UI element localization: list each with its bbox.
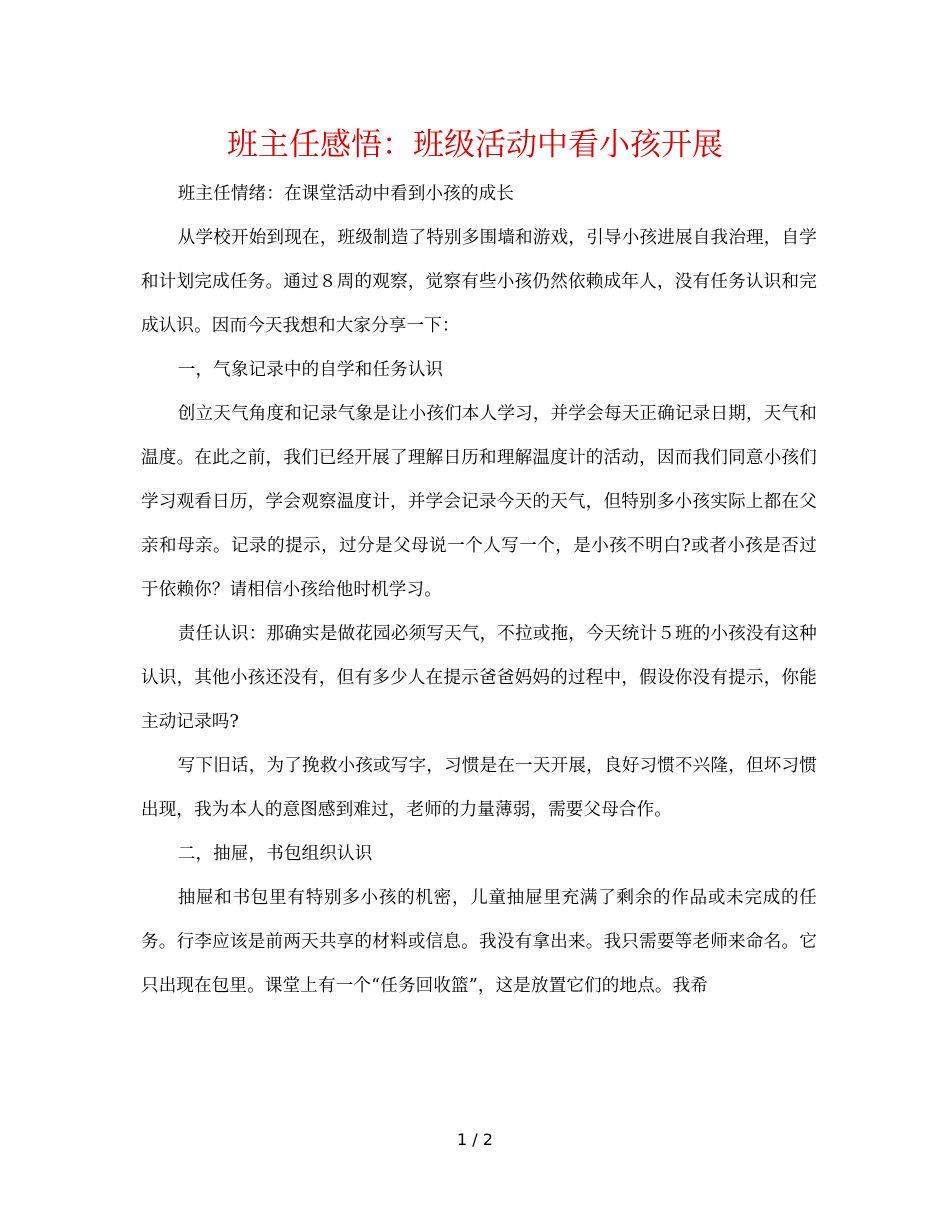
section-heading-drawer: 二，抽屉，书包组织认识 xyxy=(177,844,373,864)
document-title: 班主任感悟：班级活动中看小孩开展 xyxy=(227,127,723,163)
paragraph-intro: 从学校开始到现在，班级制造了特别多围墙和游戏，引导小孩进展自我治理，自学和计划完成任务。通过８周的观察，觉察有些小孩仍然依赖成年人，没有任务认识和完成认识。因而今天我想和大家分享一下： xyxy=(141,228,817,336)
document-body xyxy=(141,172,817,1008)
paragraph-subtitle: 班主任情绪：在课堂活动中看到小孩的成长 xyxy=(177,184,515,204)
section-heading-weather: 一，气象记录中的自学和任务认识 xyxy=(177,360,444,380)
paragraph-weather: 创立天气角度和记录气象是让小孩们本人学习，并学会每天正确记录日期，天气和温度。在此之前，我们已经开展了理解日历和理解温度计的活动，因而我们同意小孩们学习观看日历，学会观察温度计，并学会记录今天的天气，但特别多小孩实际上都在父亲和母亲。记录的提示，过分是父母说一个人写一个，是小孩不明白?或者小孩是否过于依赖你？请相信小孩给他时机学习。 xyxy=(141,404,817,600)
paragraph-drawer: 抽屉和书包里有特别多小孩的机密，儿童抽屉里充满了剩余的作品或未完成的任务。行李应该是前两天共享的材料或信息。我没有拿出来。我只需要等老师来命名。它只出现在包里。课堂上有一个“任务回收篮”，这是放置它们的地点。我希 xyxy=(141,888,817,996)
paragraph-habits: 写下旧话，为了挽救小孩或写字，习惯是在一天开展，良好习惯不兴隆，但坏习惯出现，我为本人的意图感到难过，老师的力量薄弱，需要父母合作。 xyxy=(141,756,817,820)
paragraph-responsibility: 责任认识：那确实是做花园必须写天气，不拉或拖，今天统计５班的小孩没有这种认识，其他小孩还没有，但有多少人在提示爸爸妈妈的过程中，假设你没有提示，你能主动记录吗? xyxy=(141,624,817,732)
page-number: 1 / 2 xyxy=(457,1130,493,1149)
